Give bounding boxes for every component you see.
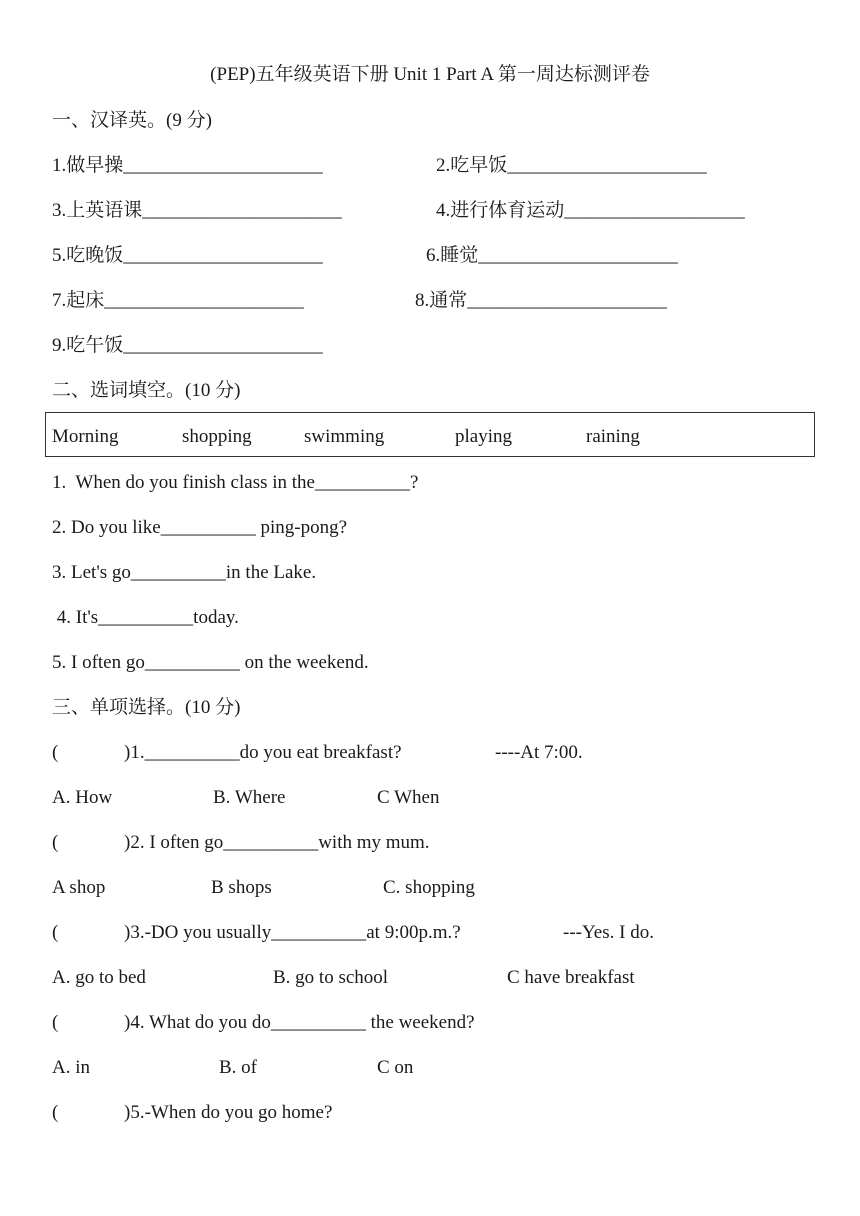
section-1-item: 6.睡觉_____________________ bbox=[426, 245, 678, 266]
section-1-item: 2.吃早饭_____________________ bbox=[436, 155, 707, 176]
option: B shops bbox=[211, 877, 272, 898]
option: C on bbox=[377, 1057, 414, 1078]
option: B. of bbox=[219, 1057, 257, 1078]
section-1-heading: 一、汉译英。(9 分) bbox=[52, 110, 212, 131]
section-2-item: 2. Do you like__________ ping-pong? bbox=[52, 517, 348, 538]
question-1: )1.__________do you eat breakfast? bbox=[124, 742, 402, 763]
section-2-item: 5. I often go__________ on the weekend. bbox=[52, 652, 369, 673]
answer-paren: ( bbox=[52, 832, 59, 853]
word-bank-word: swimming bbox=[304, 426, 385, 447]
word-bank-word: raining bbox=[586, 426, 640, 447]
option: C. shopping bbox=[383, 877, 475, 898]
section-1-item: 4.进行体育运动___________________ bbox=[436, 200, 745, 221]
option: A. in bbox=[52, 1057, 90, 1078]
answer-paren: ( bbox=[52, 742, 59, 763]
question-3: )3.-DO you usually__________at 9:00p.m.? bbox=[124, 922, 461, 943]
option: A shop bbox=[52, 877, 106, 898]
answer-paren: ( bbox=[52, 1102, 59, 1123]
question-1-answer: ----At 7:00. bbox=[495, 742, 583, 763]
section-2-item: 4. It's__________today. bbox=[52, 607, 239, 628]
option: C When bbox=[377, 787, 440, 808]
question-4: )4. What do you do__________ the weekend? bbox=[124, 1012, 475, 1033]
section-1-item: 5.吃晚饭_____________________ bbox=[52, 245, 323, 266]
question-2: )2. I often go__________with my mum. bbox=[124, 832, 430, 853]
page-title: (PEP)五年级英语下册 Unit 1 Part A 第一周达标测评卷 bbox=[210, 64, 650, 85]
section-1-item: 3.上英语课_____________________ bbox=[52, 200, 342, 221]
option: C have breakfast bbox=[507, 967, 635, 988]
section-1-item: 7.起床_____________________ bbox=[52, 290, 304, 311]
option: B. Where bbox=[213, 787, 286, 808]
section-1-item: 1.做早操_____________________ bbox=[52, 155, 323, 176]
word-bank-word: shopping bbox=[182, 426, 252, 447]
section-2-item: 1. When do you finish class in the__________? bbox=[52, 472, 419, 493]
section-1-item: 9.吃午饭_____________________ bbox=[52, 335, 323, 356]
word-bank-word: Morning bbox=[52, 426, 119, 447]
answer-paren: ( bbox=[52, 922, 59, 943]
option: A. go to bed bbox=[52, 967, 146, 988]
section-2-item: 3. Let's go__________in the Lake. bbox=[52, 562, 317, 583]
section-2-heading: 二、选词填空。(10 分) bbox=[52, 380, 241, 401]
section-1-item: 8.通常_____________________ bbox=[415, 290, 667, 311]
option: B. go to school bbox=[273, 967, 389, 988]
word-bank-word: playing bbox=[455, 426, 512, 447]
option: A. How bbox=[52, 787, 113, 808]
question-5: )5.-When do you go home? bbox=[124, 1102, 333, 1123]
section-3-heading: 三、单项选择。(10 分) bbox=[52, 697, 241, 718]
answer-paren: ( bbox=[52, 1012, 59, 1033]
word-bank-box bbox=[45, 412, 815, 457]
question-3-answer: ---Yes. I do. bbox=[563, 922, 654, 943]
